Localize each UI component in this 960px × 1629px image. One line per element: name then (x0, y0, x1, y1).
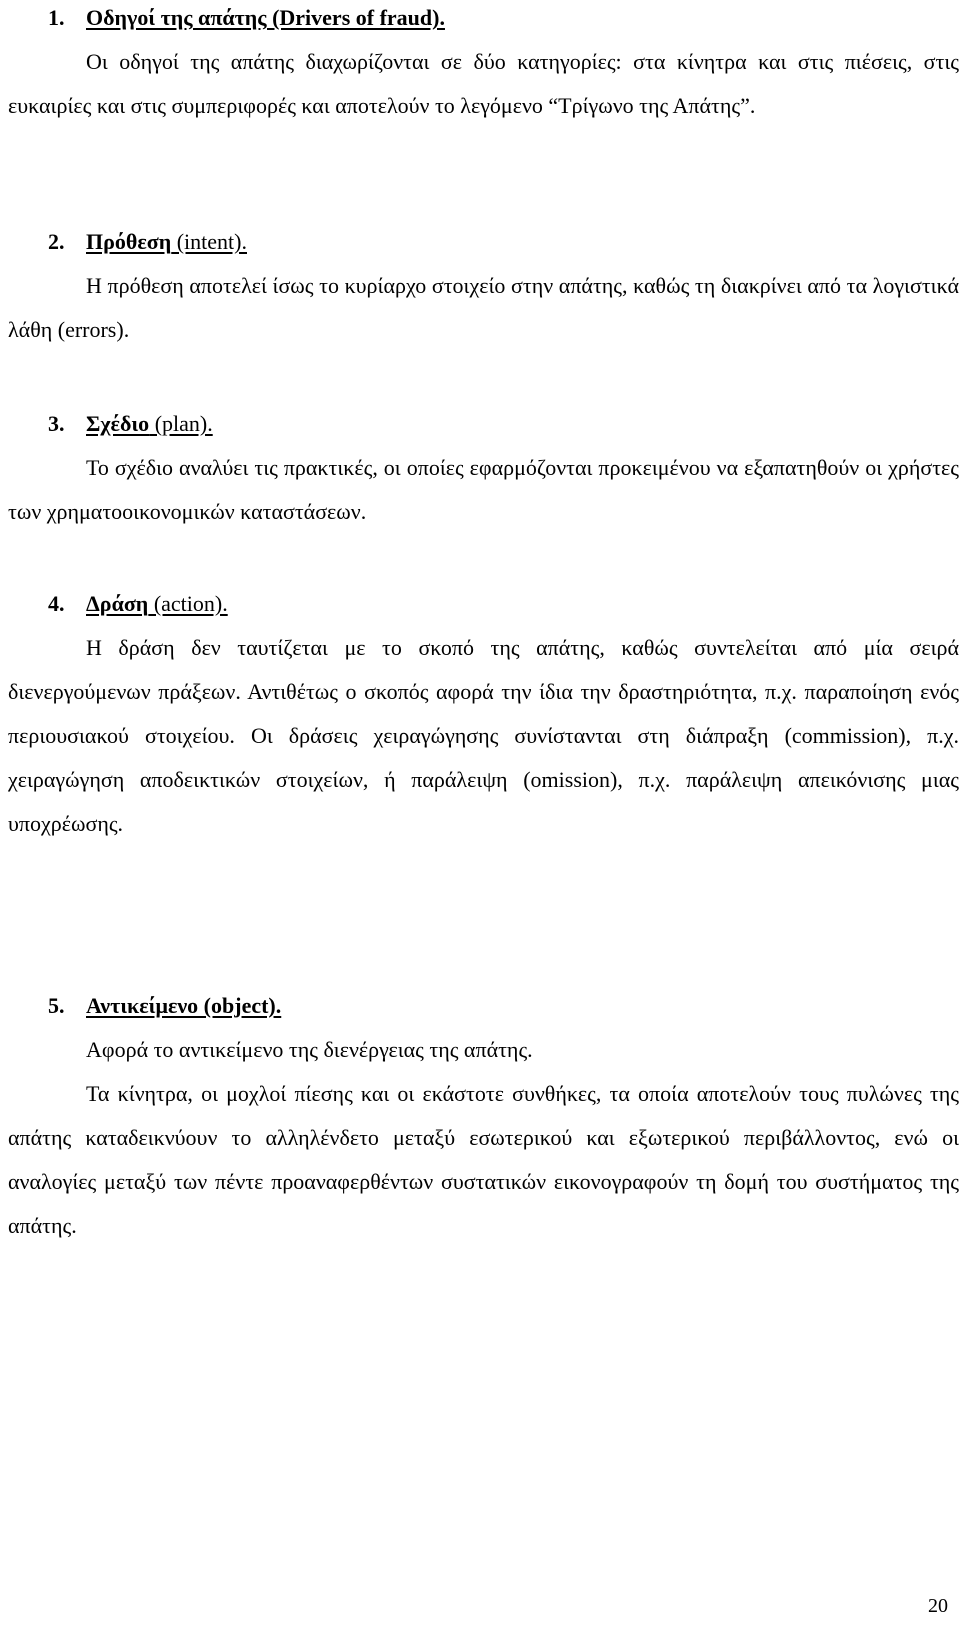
section-heading-5 (48, 992, 281, 1020)
section-number: 3. (48, 411, 65, 436)
section-body-3: Το σχέδιο αναλύει τις πρακτικές, οι οποίες εφαρμόζονται προκειμένου να εξαπατηθούν οι χρήστες των χρηματοοικονομικών καταστάσεων. (8, 455, 959, 524)
section-title: Δράση (86, 591, 149, 616)
section-title: Σχέδιο (86, 411, 150, 436)
section-title: Αντικείμενο (object). (86, 993, 282, 1018)
section-number: 2. (48, 229, 65, 254)
section-heading-3 (48, 410, 213, 438)
section-title: Πρόθεση (86, 229, 172, 254)
section-heading-2 (48, 228, 247, 256)
section-body-1: Οι οδηγοί της απάτης διαχωρίζονται σε δύο κατηγορίες: στα κίνητρα και στις πιέσεις, στις ευκαιρίες και στις συμπεριφορές και αποτελούν το λεγόμενο “Τρίγωνο της Απάτης”. (8, 49, 959, 118)
section-number: 5. (48, 993, 65, 1018)
section-number: 1. (48, 5, 65, 30)
section-number: 4. (48, 591, 65, 616)
section-title-suffix: (action). (148, 591, 228, 616)
section-body-2: Η πρόθεση αποτελεί ίσως το κυρίαρχο στοιχείο στην απάτης, καθώς τη διακρίνει από τα λογιστικά λάθη (errors). (8, 273, 959, 342)
section-title: Οδηγοί της απάτης (Drivers of fraud). (86, 5, 445, 30)
section-body-4: Η δράση δεν ταυτίζεται με το σκοπό της απάτης, καθώς συντελείται από μία σειρά διενεργούμενων πράξεων. Αντιθέτως ο σκοπός αφορά την ίδια την δραστηριότητα, π.χ. παραποίηση ενός περιουσιακού στοιχείου. Οι δράσεις χειραγώγησης συνίστανται στη διάπραξη (commission), π.χ. χειραγώγηση αποδεικτικών στοιχείων, ή παράλειψη (omission), π.χ. παράλειψη απεικόνισης μιας υποχρέωσης. (8, 635, 959, 836)
section-heading-1 (48, 4, 445, 32)
page-number: 20 (928, 1595, 948, 1617)
section-body-5: Αφορά το αντικείμενο της διενέργειας της απάτης. (86, 1037, 533, 1062)
section-title-suffix: (plan). (149, 411, 213, 436)
section-title-suffix: (intent). (171, 229, 247, 254)
section-heading-4 (48, 590, 228, 618)
closing-paragraph: Τα κίνητρα, οι μοχλοί πίεσης και οι εκάστοτε συνθήκες, τα οποία αποτελούν τους πυλώνες της απάτης καταδεικνύουν το αλληλένδετο μεταξύ εσωτερικού και εξωτερικού περιβάλλοντος, ενώ οι αναλογίες μεταξύ των πέντε προαναφερθέντων συστατικών εικονογραφούν τη δομή του συστήματος της απάτης. (8, 1081, 959, 1238)
